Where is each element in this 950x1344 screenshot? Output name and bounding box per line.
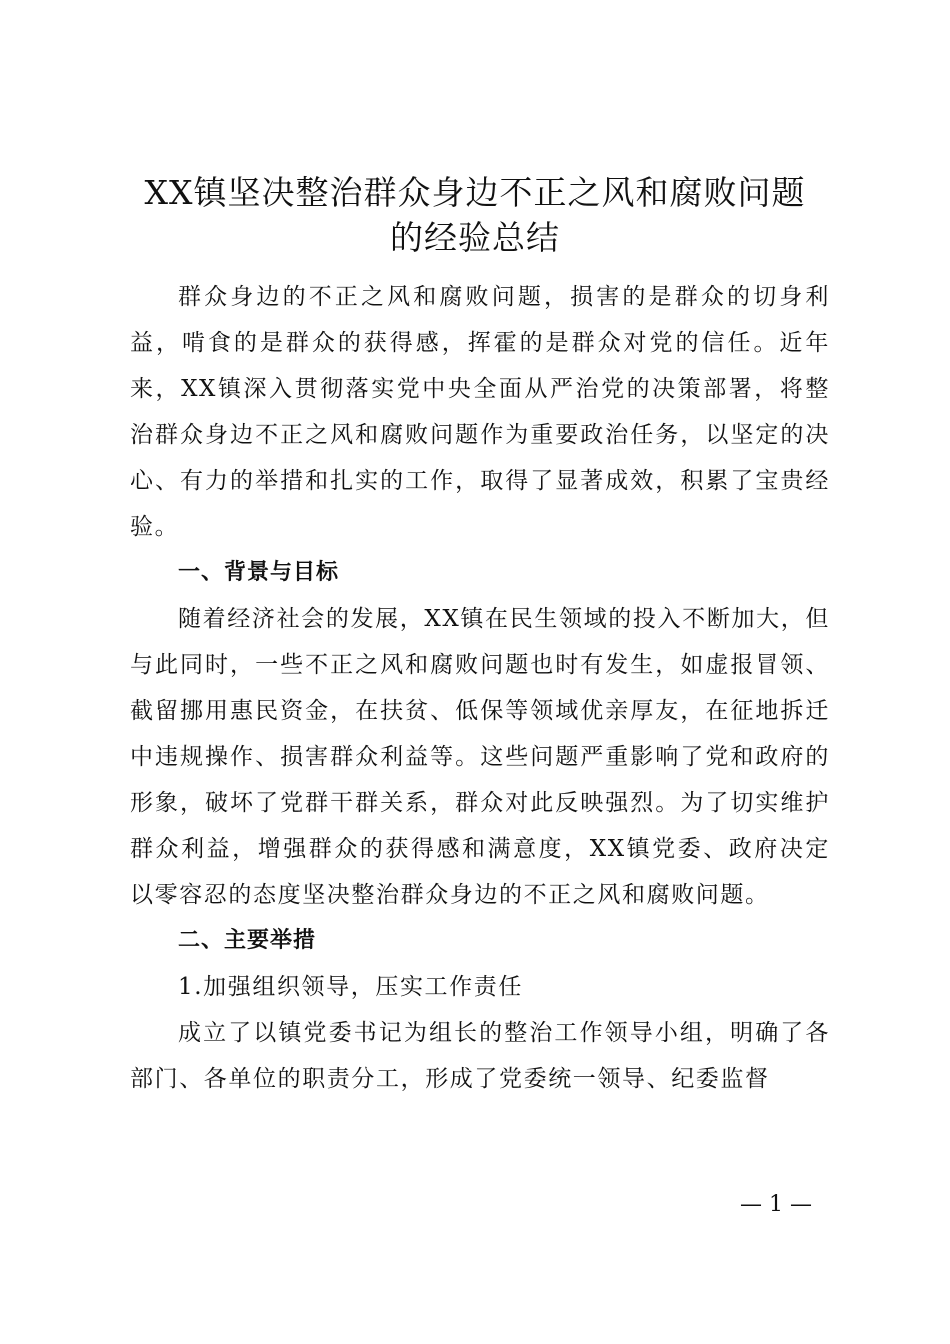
title-line-2: 的经验总结 (390, 218, 560, 257)
measure-paragraph-1: 成立了以镇党委书记为组长的整治工作领导小组，明确了各部门、各单位的职责分工，形成了党委统一领导、纪委监督 (130, 1020, 830, 1092)
section-heading-measures: 二、主要举措 (178, 928, 317, 953)
background-paragraph: 随着经济社会的发展，XX镇在民生领域的投入不断加大，但与此同时，一些不正之风和腐败问题也时有发生，如虚报冒领、截留挪用惠民资金，在扶贫、低保等领域优亲厚友，在征地拆迁中违规操作、损害群众利益等。这些问题严重影响了党和政府的形象，破坏了党群干群关系，群众对此反映强烈。为了切实维护群众利益，增强群众的获得感和满意度，XX镇党委、政府决定以零容忍的态度坚决整治群众身边的不正之风和腐败问题。 (130, 606, 830, 908)
page-number: — 1 — (740, 1192, 812, 1217)
document-title (100, 170, 850, 260)
document-body (130, 274, 830, 1102)
title-line-1: XX镇坚决整治群众身边不正之风和腐败问题 (144, 173, 806, 212)
section-heading-background: 一、背景与目标 (178, 560, 340, 585)
measure-subheading-1: 1.加强组织领导，压实工作责任 (178, 974, 523, 1000)
intro-paragraph: 群众身边的不正之风和腐败问题，损害的是群众的切身利益，啃食的是群众的获得感，挥霍的是群众对党的信任。近年来，XX镇深入贯彻落实党中央全面从严治党的决策部署，将整治群众身边不正之风和腐败问题作为重要政治任务，以坚定的决心、有力的举措和扎实的工作，取得了显著成效，积累了宝贵经验。 (130, 284, 830, 540)
